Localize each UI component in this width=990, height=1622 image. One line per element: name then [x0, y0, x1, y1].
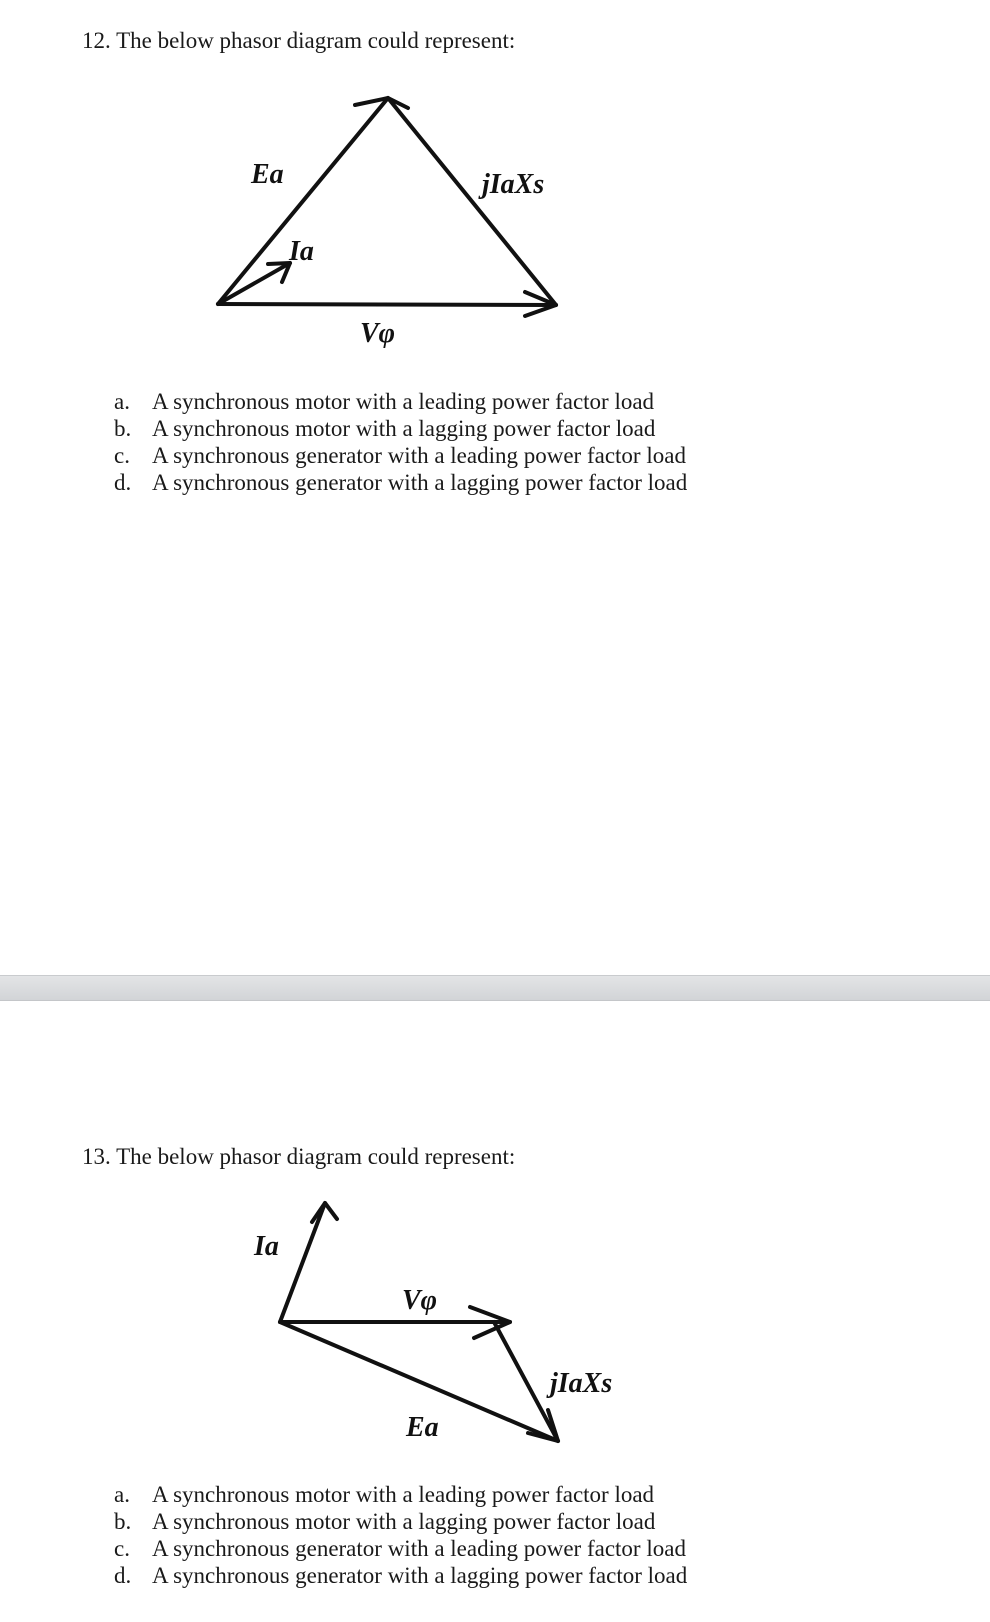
- q13-ea-label: Ea: [406, 1412, 439, 1443]
- q12-ea-vector: [218, 98, 388, 304]
- q13-ia-vector: [280, 1203, 325, 1322]
- q13-vphi-label: Vφ: [402, 1285, 438, 1316]
- q12-jiaxs-label: jIaXs: [482, 169, 545, 200]
- q12-jiaxs-vector: [388, 98, 556, 305]
- q12-option-d[interactable]: d. A synchronous generator with a lagging power factor load: [114, 470, 688, 495]
- q13-ia-arrowhead: [312, 1203, 337, 1222]
- q12-option-a[interactable]: a. A synchronous motor with a leading power factor load: [114, 389, 655, 414]
- question-12-phasor-diagram: [0, 0, 990, 380]
- q12-option-c[interactable]: c. A synchronous generator with a leading power factor load: [114, 443, 686, 468]
- q13-option-a[interactable]: a. A synchronous motor with a leading power factor load: [114, 1482, 655, 1507]
- q12-ea-label: Ea: [251, 159, 284, 190]
- q12-ia-vector: [218, 263, 290, 304]
- q13-ia-label: Ia: [254, 1231, 279, 1262]
- question-13-title: 13. The below phasor diagram could represent:: [82, 1144, 516, 1169]
- q13-jiaxs-label: jIaXs: [550, 1368, 613, 1399]
- page-break-divider: [0, 975, 990, 1001]
- question-12-title: 12. The below phasor diagram could represent:: [82, 28, 516, 53]
- q12-vphi-label: Vφ: [360, 318, 396, 349]
- q12-option-b[interactable]: b. A synchronous motor with a lagging power factor load: [114, 416, 656, 441]
- q12-ia-label: Ia: [289, 236, 314, 267]
- q13-option-c[interactable]: c. A synchronous generator with a leading power factor load: [114, 1536, 686, 1561]
- question-12-options: [114, 388, 687, 496]
- q13-option-b[interactable]: b. A synchronous motor with a lagging power factor load: [114, 1509, 656, 1534]
- question-13-phasor-diagram: [0, 1180, 990, 1480]
- q13-option-d[interactable]: d. A synchronous generator with a lagging power factor load: [114, 1563, 688, 1588]
- q12-vphi-vector: [218, 304, 556, 305]
- q13-jiaxs-vector: [494, 1322, 558, 1441]
- question-13-options: [114, 1481, 687, 1589]
